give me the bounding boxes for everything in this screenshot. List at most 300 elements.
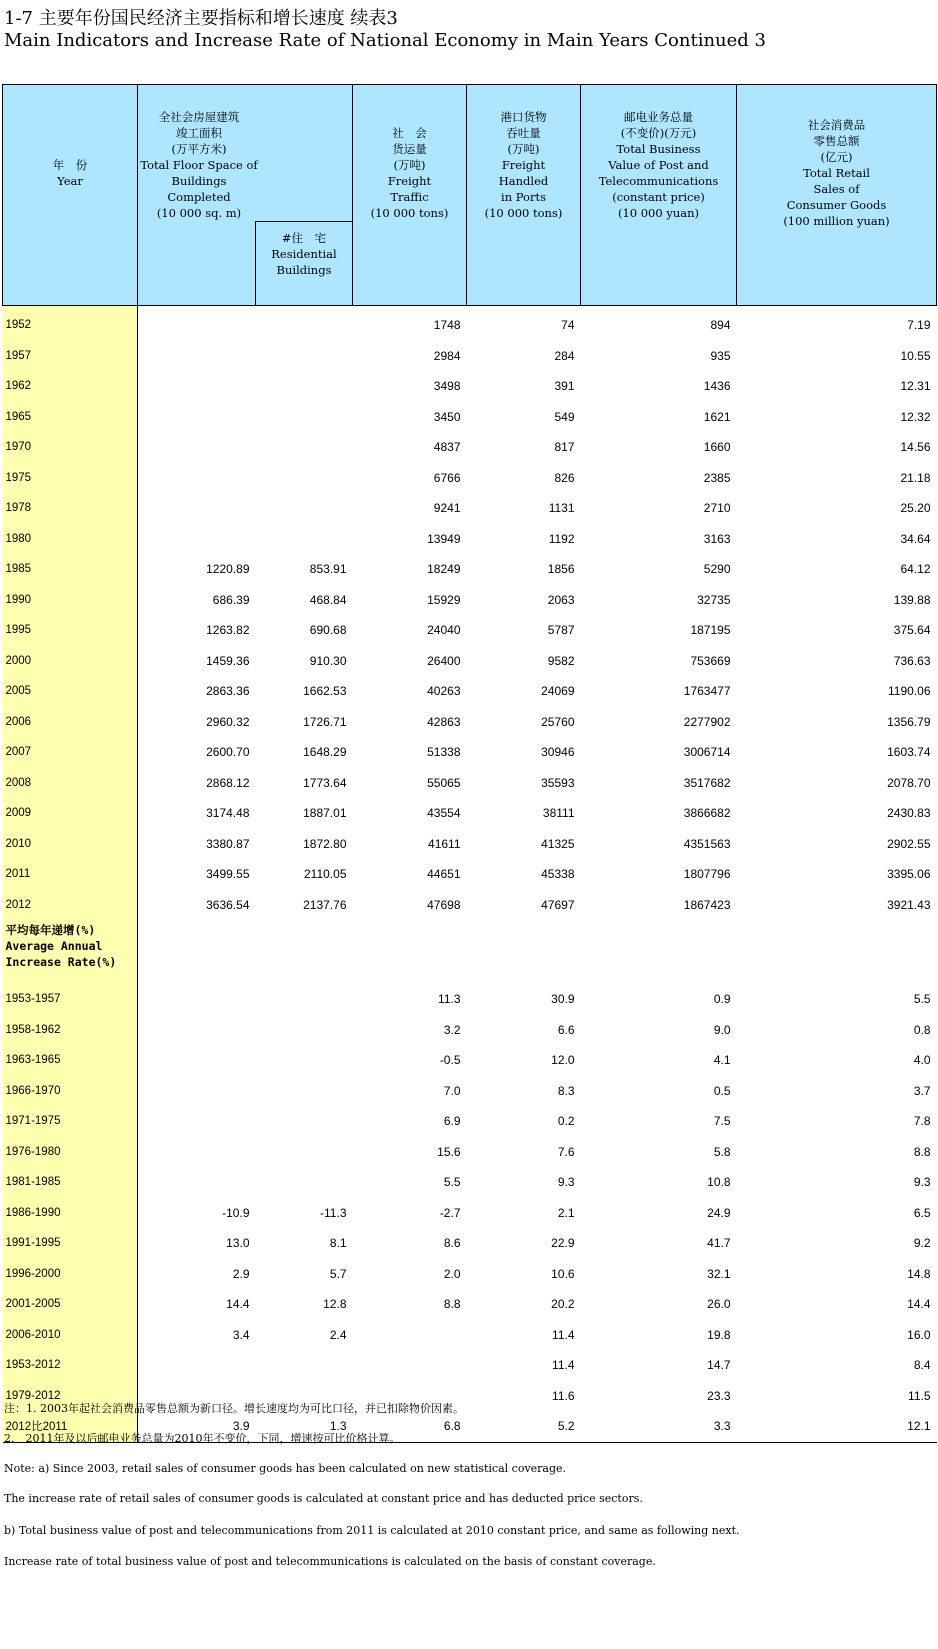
value-cell: 14.4: [226, 1297, 250, 1312]
value-cell: 11.3: [438, 992, 461, 1007]
table-row: [3, 1137, 937, 1168]
value-cell: 4351563: [683, 836, 731, 851]
value-cell: [138, 1137, 256, 1168]
value-cell: 24.9: [707, 1205, 731, 1220]
section-label-line: Average Annual: [5, 939, 103, 953]
value-cell: 9.3: [913, 1175, 931, 1190]
value-cell: 26400: [427, 653, 461, 668]
value-cell: 5.7: [329, 1266, 347, 1281]
value-cell: 3.3: [581, 1411, 737, 1442]
value-cell: 6.8: [353, 1411, 467, 1442]
value-cell: 3174.48: [206, 806, 250, 821]
year-cell: 2008: [3, 768, 138, 799]
value-cell: 5.5: [913, 992, 931, 1007]
value-cell: 32.1: [707, 1266, 731, 1281]
table-row: [3, 1228, 937, 1259]
table-row: [3, 646, 937, 677]
value-cell: 1773.64: [303, 775, 347, 790]
value-cell: 3499.55: [206, 867, 250, 882]
value-cell: 1190.06: [888, 684, 931, 699]
value-cell: 0.9: [713, 992, 731, 1007]
table-row: [3, 306, 937, 341]
value-cell: 12.8: [323, 1297, 347, 1312]
value-cell: 10.8: [707, 1175, 731, 1190]
value-cell: 736.63: [893, 653, 931, 668]
value-cell: 8.6: [443, 1236, 461, 1251]
value-cell: 2960.32: [206, 714, 250, 729]
value-cell: 7.19: [907, 318, 931, 333]
table-row: [3, 1198, 937, 1229]
table-row: [3, 859, 937, 890]
value-cell: 1459.36: [206, 653, 250, 668]
blank-cell: [467, 920, 581, 984]
table-row: [3, 676, 937, 707]
note-line: Note: a) Since 2003, retail sales of consumer goods has been calculated on new statistical coverage.: [4, 1462, 567, 1475]
value-cell: 1748: [433, 318, 461, 333]
value-cell: [256, 493, 353, 524]
note-line: Increase rate of total business value of post and telecommunications is calculated on the basis of constant coverage.: [4, 1555, 656, 1568]
note-line: 2. 2011年及以后邮电业务总量为2010年不变价，下同，增速按可比价格计算。: [4, 1432, 401, 1445]
value-cell: 549: [554, 409, 575, 424]
header-ports: 港口货物 吞吐量 (万吨) Freight Handled in Ports (10 000 tons): [467, 85, 581, 306]
blank-cell: [138, 920, 256, 984]
value-cell: 935: [710, 348, 731, 363]
value-cell: 8.8: [913, 1144, 931, 1159]
value-cell: 1220.89: [206, 562, 250, 577]
year-cell: 1958-1962: [3, 1015, 138, 1046]
value-cell: 1.3: [256, 1411, 353, 1442]
header-floor-blank: [138, 222, 256, 306]
value-cell: 6.5: [913, 1205, 931, 1220]
year-cell: 1996-2000: [3, 1259, 138, 1290]
value-cell: [138, 432, 256, 463]
blank-cell: [353, 920, 467, 984]
value-cell: 5787: [547, 623, 575, 638]
value-cell: 64.12: [900, 562, 931, 577]
title-chinese: 1-7 主要年份国民经济主要指标和增长速度 续表3: [4, 8, 398, 29]
year-cell: 1981-1985: [3, 1167, 138, 1198]
value-cell: 1263.82: [206, 623, 250, 638]
table-row: [3, 1076, 937, 1107]
year-cell: 2001-2005: [3, 1289, 138, 1320]
value-cell: 11.5: [908, 1388, 931, 1403]
value-cell: 1856: [547, 562, 575, 577]
table-row: [3, 402, 937, 433]
value-cell: 2.4: [329, 1327, 347, 1342]
section-label-line: Increase Rate(%): [5, 955, 117, 969]
value-cell: 11.4: [552, 1358, 575, 1373]
value-cell: 375.64: [893, 623, 931, 638]
title-english: Main Indicators and Increase Rate of National Economy in Main Years Continued 3: [4, 30, 766, 51]
value-cell: 4.1: [713, 1053, 731, 1068]
value-cell: 7.8: [913, 1114, 931, 1129]
year-cell: 2012: [3, 890, 138, 921]
value-cell: -2.7: [439, 1205, 461, 1220]
value-cell: [256, 1350, 353, 1381]
year-cell: 1971-1975: [3, 1106, 138, 1137]
value-cell: [256, 984, 353, 1015]
value-cell: 2110.05: [304, 867, 347, 882]
value-cell: 32735: [697, 592, 731, 607]
table-row: [3, 1015, 937, 1046]
value-cell: 6.9: [443, 1114, 461, 1129]
value-cell: 9.3: [557, 1175, 575, 1190]
value-cell: 910.30: [309, 653, 347, 668]
header-freight-traffic: 社 会 货运量 (万吨) Freight Traffic (10 000 tons): [353, 85, 467, 306]
value-cell: 30946: [541, 745, 575, 760]
value-cell: 1726.71: [303, 714, 347, 729]
year-cell: 2012比2011: [3, 1411, 138, 1442]
value-cell: 753669: [690, 653, 731, 668]
value-cell: [138, 463, 256, 494]
year-cell: 2005: [3, 676, 138, 707]
value-cell: 3921.43: [887, 897, 931, 912]
value-cell: 34.64: [900, 531, 931, 546]
value-cell: 41611: [428, 836, 461, 851]
value-cell: 1356.79: [887, 714, 931, 729]
value-cell: 14.56: [900, 440, 931, 455]
value-cell: 7.0: [443, 1083, 461, 1098]
value-cell: 19.8: [707, 1327, 731, 1342]
value-cell: 3380.87: [206, 836, 250, 851]
value-cell: [256, 341, 353, 372]
section-label: [3, 920, 138, 984]
value-cell: 22.9: [551, 1236, 575, 1251]
value-cell: 12.32: [900, 409, 931, 424]
value-cell: 4.0: [913, 1053, 931, 1068]
value-cell: 2710: [703, 501, 731, 516]
value-cell: 1192: [548, 531, 575, 546]
value-cell: 1662.53: [303, 684, 347, 699]
year-cell: 2009: [3, 798, 138, 829]
value-cell: 55065: [427, 775, 461, 790]
value-cell: 1603.74: [887, 745, 931, 760]
value-cell: 74: [561, 318, 575, 333]
note-line: The increase rate of retail sales of consumer goods is calculated at constant price and has deducted price sectors.: [4, 1492, 643, 1505]
value-cell: [138, 371, 256, 402]
value-cell: 5.2: [467, 1411, 581, 1442]
year-cell: 2007: [3, 737, 138, 768]
table-row: [3, 585, 937, 616]
value-cell: 0.8: [913, 1022, 931, 1037]
value-cell: 9241: [433, 501, 461, 516]
table-row: [3, 1289, 937, 1320]
value-cell: [138, 1167, 256, 1198]
year-cell: 1979-2012: [3, 1381, 138, 1412]
header-year: 年 份 Year: [3, 85, 138, 306]
value-cell: [138, 1106, 256, 1137]
year-cell: 1962: [3, 371, 138, 402]
table-row: [3, 1045, 937, 1076]
value-cell: [138, 341, 256, 372]
value-cell: 26.0: [707, 1297, 731, 1312]
value-cell: 14.8: [907, 1266, 931, 1281]
value-cell: 8.3: [557, 1083, 575, 1098]
year-cell: 1952: [3, 306, 138, 341]
value-cell: [256, 1106, 353, 1137]
value-cell: 8.4: [913, 1358, 931, 1373]
table-row: [3, 1167, 937, 1198]
value-cell: -0.5: [439, 1053, 461, 1068]
year-cell: 1990: [3, 585, 138, 616]
value-cell: 2984: [433, 348, 461, 363]
value-cell: 21.18: [900, 470, 931, 485]
value-cell: 391: [554, 379, 575, 394]
value-cell: [138, 984, 256, 1015]
value-cell: 187195: [690, 623, 731, 638]
value-cell: 11.4: [552, 1327, 575, 1342]
value-cell: -11.3: [320, 1205, 347, 1220]
year-cell: 2010: [3, 829, 138, 860]
value-cell: [138, 493, 256, 524]
value-cell: [353, 1350, 467, 1381]
blank-cell: [581, 920, 737, 984]
blank-cell: [256, 920, 353, 984]
value-cell: 468.84: [309, 592, 347, 607]
year-cell: 1975: [3, 463, 138, 494]
value-cell: 3517682: [683, 775, 731, 790]
value-cell: 43554: [427, 806, 461, 821]
year-cell: 1970: [3, 432, 138, 463]
year-cell: 2006: [3, 707, 138, 738]
value-cell: [256, 306, 353, 341]
table-row: [3, 524, 937, 555]
value-cell: 10.6: [551, 1266, 575, 1281]
value-cell: 7.5: [713, 1114, 731, 1129]
value-cell: 284: [554, 348, 575, 363]
value-cell: 42863: [427, 714, 461, 729]
year-cell: 1966-1970: [3, 1076, 138, 1107]
value-cell: 8.8: [443, 1297, 461, 1312]
value-cell: 2902.55: [887, 836, 931, 851]
year-cell: 1976-1980: [3, 1137, 138, 1168]
value-cell: 1867423: [683, 897, 731, 912]
value-cell: 47697: [541, 897, 575, 912]
table-row: [3, 1320, 937, 1351]
value-cell: 3.9: [138, 1411, 256, 1442]
value-cell: [256, 371, 353, 402]
value-cell: 853.91: [309, 562, 347, 577]
value-cell: [256, 1015, 353, 1046]
value-cell: 12.31: [900, 379, 931, 394]
value-cell: 4837: [433, 440, 461, 455]
year-cell: 1991-1995: [3, 1228, 138, 1259]
value-cell: 817: [554, 440, 575, 455]
table-row: [3, 463, 937, 494]
table-row: [3, 984, 937, 1015]
value-cell: 8.1: [329, 1236, 347, 1251]
value-cell: [256, 1076, 353, 1107]
value-cell: 2.9: [232, 1266, 250, 1281]
value-cell: 16.0: [907, 1327, 931, 1342]
table-row: [3, 890, 937, 921]
value-cell: 139.88: [893, 592, 931, 607]
value-cell: [138, 1350, 256, 1381]
year-cell: 1985: [3, 554, 138, 585]
value-cell: 9.2: [913, 1236, 931, 1251]
value-cell: 2063: [547, 592, 575, 607]
table-row: [3, 707, 937, 738]
header-retail-sales: 社会消费品 零售总额 (亿元) Total Retail Sales of Consumer Goods (100 million yuan): [737, 85, 937, 306]
table-row: [3, 554, 937, 585]
value-cell: 3.2: [443, 1022, 461, 1037]
value-cell: [138, 1076, 256, 1107]
value-cell: 41.7: [707, 1236, 731, 1251]
indicators-table: [2, 84, 937, 1443]
value-cell: [138, 524, 256, 555]
section-row: [3, 920, 937, 984]
value-cell: 14.4: [907, 1297, 931, 1312]
value-cell: 3395.06: [887, 867, 931, 882]
value-cell: 47698: [427, 897, 461, 912]
value-cell: 1872.80: [303, 836, 347, 851]
year-cell: 1953-1957: [3, 984, 138, 1015]
value-cell: 2277902: [683, 714, 731, 729]
table-body: [3, 306, 937, 1443]
year-cell: 1995: [3, 615, 138, 646]
blank-cell: [737, 920, 937, 984]
value-cell: 25.20: [900, 501, 931, 516]
table-row: [3, 768, 937, 799]
table-row: [3, 371, 937, 402]
value-cell: 13.0: [226, 1236, 250, 1251]
value-cell: [138, 306, 256, 341]
value-cell: 44651: [427, 867, 461, 882]
value-cell: 23.3: [707, 1388, 731, 1403]
table-row: [3, 1259, 937, 1290]
table-row: [3, 1106, 937, 1137]
value-cell: 2385: [703, 470, 731, 485]
value-cell: 690.68: [309, 623, 347, 638]
value-cell: 3006714: [683, 745, 731, 760]
value-cell: 15929: [427, 592, 461, 607]
value-cell: 24040: [427, 623, 461, 638]
year-cell: 2006-2010: [3, 1320, 138, 1351]
value-cell: 7.6: [557, 1144, 575, 1159]
value-cell: 45338: [541, 867, 575, 882]
value-cell: 894: [710, 318, 731, 333]
year-cell: 2011: [3, 859, 138, 890]
value-cell: 1660: [703, 440, 731, 455]
value-cell: [138, 1015, 256, 1046]
value-cell: 6.6: [557, 1022, 575, 1037]
value-cell: 2600.70: [206, 745, 250, 760]
header-post-telecom: 邮电业务总量 (不变价)(万元) Total Business Value of Post and Telecommunications (constant price) (10 000 yuan): [581, 85, 737, 306]
table-row: [3, 615, 937, 646]
year-cell: 1965: [3, 402, 138, 433]
value-cell: 1807796: [683, 867, 731, 882]
value-cell: 9.0: [713, 1022, 731, 1037]
value-cell: [353, 1320, 467, 1351]
value-cell: 0.2: [557, 1114, 575, 1129]
table-row: [3, 341, 937, 372]
value-cell: [256, 1137, 353, 1168]
year-cell: 1953-2012: [3, 1350, 138, 1381]
value-cell: [256, 463, 353, 494]
value-cell: 3.4: [232, 1327, 250, 1342]
value-cell: [256, 432, 353, 463]
value-cell: [256, 402, 353, 433]
value-cell: [256, 1045, 353, 1076]
section-label-line: 平均每年递增(%): [5, 923, 96, 937]
table-row: [3, 737, 937, 768]
value-cell: [256, 1167, 353, 1198]
value-cell: [138, 402, 256, 433]
value-cell: 3.7: [913, 1083, 931, 1098]
value-cell: 3163: [703, 531, 731, 546]
value-cell: 14.7: [707, 1358, 731, 1373]
value-cell: 1887.01: [303, 806, 347, 821]
value-cell: [256, 524, 353, 555]
year-cell: 1980: [3, 524, 138, 555]
table-row: [3, 798, 937, 829]
value-cell: 3866682: [683, 806, 731, 821]
value-cell: 2868.12: [206, 775, 250, 790]
value-cell: [138, 1045, 256, 1076]
value-cell: -10.9: [222, 1205, 250, 1220]
table-row: [3, 493, 937, 524]
value-cell: 1621: [703, 409, 731, 424]
value-cell: 15.6: [437, 1144, 461, 1159]
header-residential: #住 宅 Residential Buildings: [256, 222, 353, 306]
value-cell: 41325: [541, 836, 575, 851]
value-cell: 10.55: [900, 348, 931, 363]
value-cell: 30.9: [551, 992, 575, 1007]
value-cell: 25760: [541, 714, 575, 729]
value-cell: 12.0: [551, 1053, 575, 1068]
value-cell: 2137.76: [303, 897, 347, 912]
value-cell: 2.1: [557, 1205, 575, 1220]
value-cell: 3498: [433, 379, 461, 394]
value-cell: 3636.54: [206, 897, 250, 912]
table-row: [3, 1350, 937, 1381]
header-floor-space: 全社会房屋建筑 竣工面积 (万平方米) Total Floor Space of Buildings Completed (10 000 sq. m): [138, 85, 353, 222]
value-cell: 1648.29: [303, 745, 347, 760]
table-row: [3, 432, 937, 463]
value-cell: 826: [554, 470, 575, 485]
value-cell: 686.39: [212, 592, 250, 607]
value-cell: 40263: [427, 684, 461, 699]
year-cell: 2000: [3, 646, 138, 677]
year-cell: 1957: [3, 341, 138, 372]
value-cell: 1763477: [683, 684, 731, 699]
value-cell: 3450: [433, 409, 461, 424]
value-cell: 6766: [433, 470, 461, 485]
value-cell: 5.5: [443, 1175, 461, 1190]
value-cell: 1131: [548, 501, 575, 516]
value-cell: 2863.36: [206, 684, 250, 699]
value-cell: 5.8: [713, 1144, 731, 1159]
note-line: b) Total business value of post and telecommunications from 2011 is calculated at 2010 constant price, and same as following next.: [4, 1524, 740, 1537]
value-cell: 5290: [703, 562, 731, 577]
note-line: 注：1. 2003年起社会消费品零售总额为新口径。增长速度均为可比口径，并已扣除物价因素。: [4, 1402, 464, 1415]
value-cell: 20.2: [551, 1297, 575, 1312]
value-cell: 38111: [542, 806, 575, 821]
value-cell: 11.6: [552, 1388, 575, 1403]
year-cell: 1978: [3, 493, 138, 524]
value-cell: 2.0: [443, 1266, 461, 1281]
value-cell: 2430.83: [887, 806, 931, 821]
value-cell: 1436: [703, 379, 731, 394]
value-cell: 18249: [427, 562, 461, 577]
value-cell: 0.5: [713, 1083, 731, 1098]
year-cell: 1963-1965: [3, 1045, 138, 1076]
table-row: [3, 829, 937, 860]
value-cell: 12.1: [737, 1411, 937, 1442]
value-cell: 9582: [547, 653, 575, 668]
value-cell: 24069: [541, 684, 575, 699]
value-cell: 13949: [427, 531, 461, 546]
